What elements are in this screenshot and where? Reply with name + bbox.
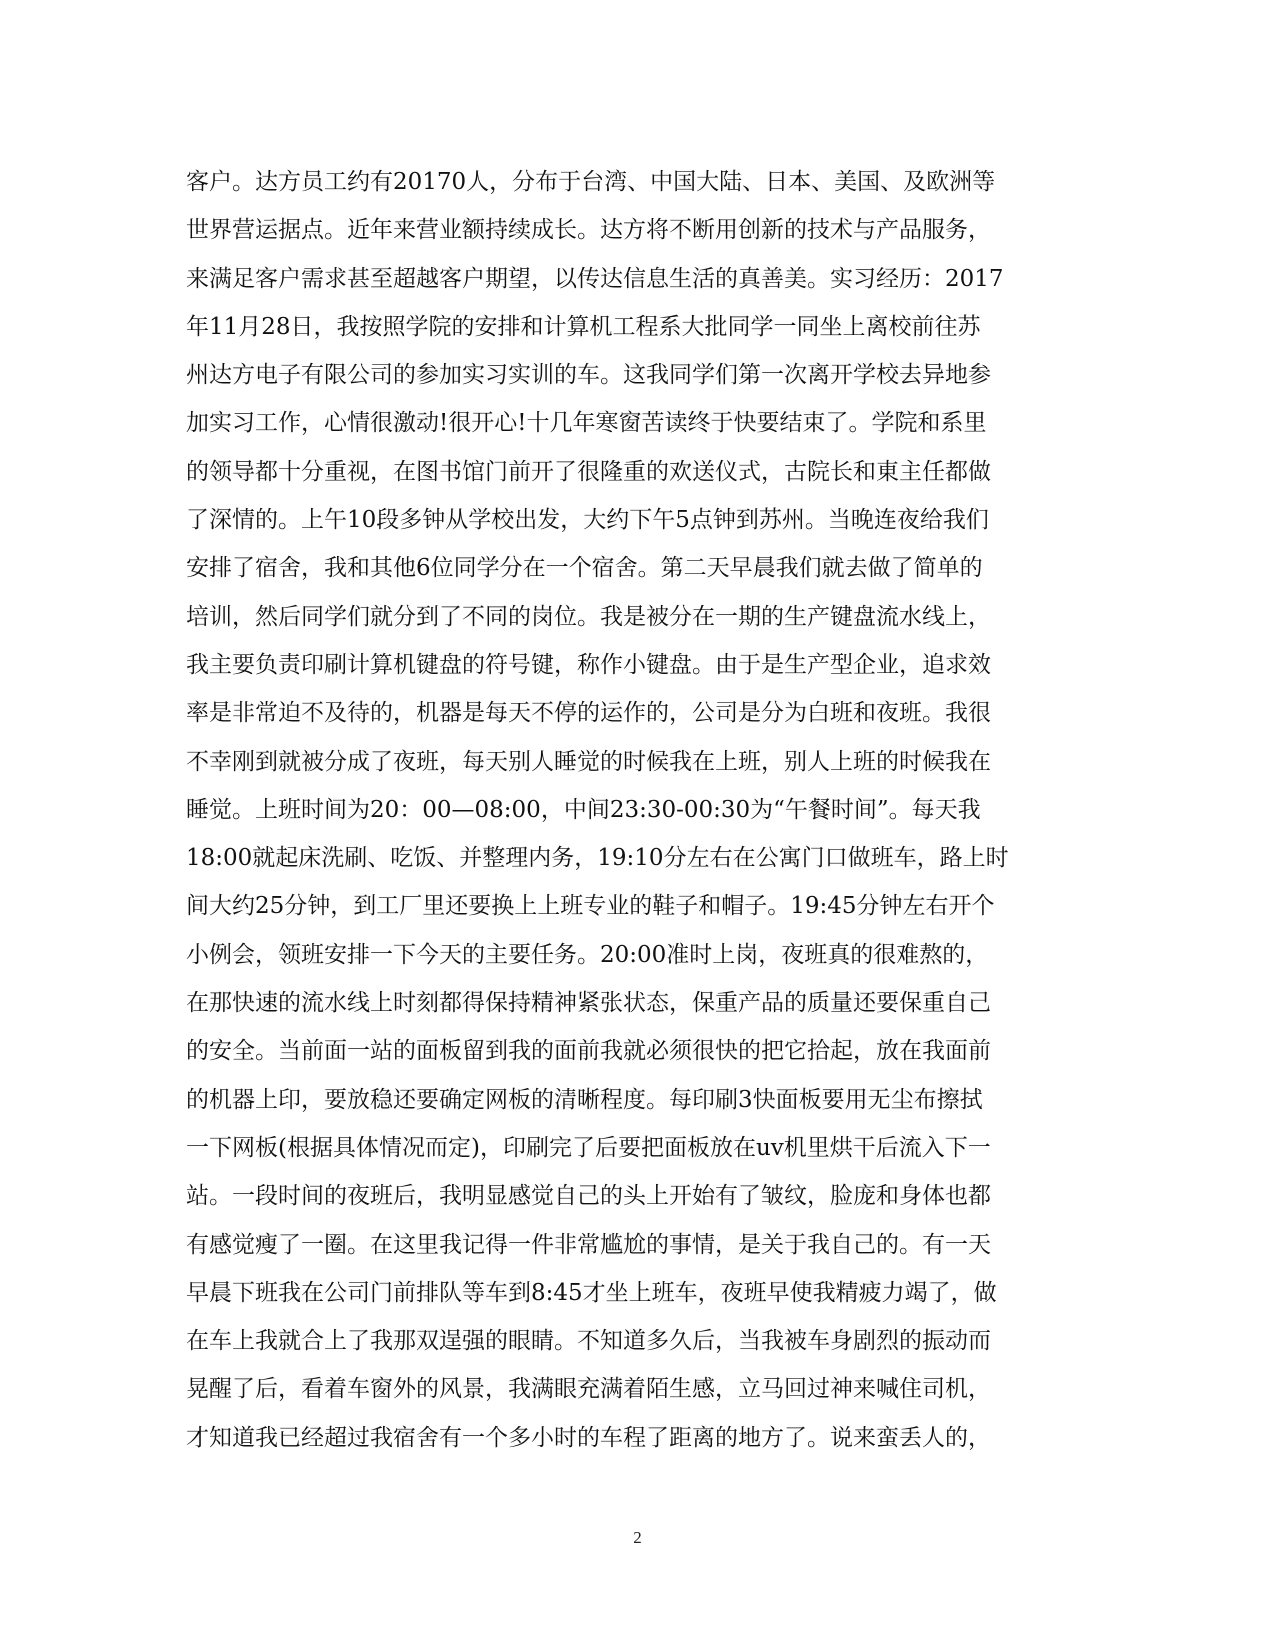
text-line: 安排了宿舍，我和其他6位同学分在一个宿舍。第二天早晨我们就去做了简单的: [186, 555, 983, 582]
text-line: 才知道我已经超过我宿舍有一个多小时的车程了距离的地方了。说来蛮丢人的，: [186, 1424, 991, 1451]
text-line: 18:00就起床洗刷、吃饭、并整理内务，19:10分左右在公寓门口做班车，路上时: [186, 845, 1009, 872]
text-line: 睡觉。上班时间为20：00—08:00，中间23:30-00:30为“午餐时间”。每天我: [186, 796, 981, 823]
text-line: 年11月28日，我按照学院的安排和计算机工程系大批同学一同坐上离校前往苏: [186, 313, 981, 340]
text-line: 客户。达方员工约有20170人，分布于台湾、中国大陆、日本、美国、及欧洲等: [186, 169, 996, 195]
text-line: 小例会，领班安排一下今天的主要任务。20:00准时上岗，夜班真的很难熬的，: [186, 941, 989, 968]
text-line: 在车上我就合上了我那双逞强的眼睛。不知道多久后，当我被车身剧烈的振动而: [186, 1328, 991, 1355]
text-line: 的领导都十分重视，在图书馆门前开了很隆重的欢送仪式，古院长和東主任都做: [186, 458, 991, 485]
text-line: 的安全。当前面一站的面板留到我的面前我就必须很快的把它拾起，放在我面前: [186, 1038, 991, 1065]
text-line: 州达方电子有限公司的参加实习实训的车。这我同学们第一次离开学校去异地参: [186, 362, 991, 389]
text-line: 间大约25分钟，到工厂里还要换上上班专业的鞋子和帽子。19:45分钟左右开个: [186, 893, 995, 920]
body-text: [186, 158, 1066, 1462]
text-line: 我主要负责印刷计算机键盘的符号键，称作小键盘。由于是生产型企业，追求效: [186, 651, 991, 678]
text-line: 来满足客户需求甚至超越客户期望，以传达信息生活的真善美。实习经历：2017: [186, 265, 1004, 292]
text-line: 早晨下班我在公司门前排队等车到8:45才坐上班车，夜班早使我精疲力竭了，做: [186, 1279, 997, 1306]
text-line: 不幸刚到就被分成了夜班，每天别人睡觉的时候我在上班，别人上班的时候我在: [186, 748, 991, 775]
text-line: 世界营运据点。近年来营业额持续成长。达方将不断用创新的技术与产品服务，: [186, 217, 991, 244]
text-line: 晃醒了后，看着车窗外的风景，我满眼充满着陌生感，立马回过神来喊住司机，: [186, 1376, 991, 1403]
text-line: 有感觉瘦了一圈。在这里我记得一件非常尴尬的事情，是关于我自己的。有一天: [186, 1231, 991, 1258]
page-number: 2: [633, 1528, 642, 1547]
text-line: 的机器上印，要放稳还要确定网板的清晰程度。每印刷3快面板要用无尘布擦拭: [186, 1086, 983, 1113]
text-line: 一下网板(根据具体情况而定)，印刷完了后要把面板放在uv机里烘干后流入下一: [186, 1134, 991, 1161]
text-line: 培训，然后同学们就分到了不同的岗位。我是被分在一期的生产键盘流水线上，: [186, 603, 991, 630]
text-line: 在那快速的流水线上时刻都得保持精神紧张状态，保重产品的质量还要保重自己: [186, 990, 991, 1017]
text-line: 了深情的。上午10段多钟从学校出发，大约下午5点钟到苏州。当晚连夜给我们: [186, 507, 989, 534]
text-line: 站。一段时间的夜班后，我明显感觉自己的头上开始有了皱纹，脸庞和身体也都: [186, 1183, 991, 1210]
text-line: 加实习工作，心情很激动!很开心!十几年寒窗苦读终于快要结束了。学院和系里: [186, 410, 987, 437]
text-line: 率是非常迫不及待的，机器是每天不停的运作的，公司是分为白班和夜班。我很: [186, 700, 991, 727]
